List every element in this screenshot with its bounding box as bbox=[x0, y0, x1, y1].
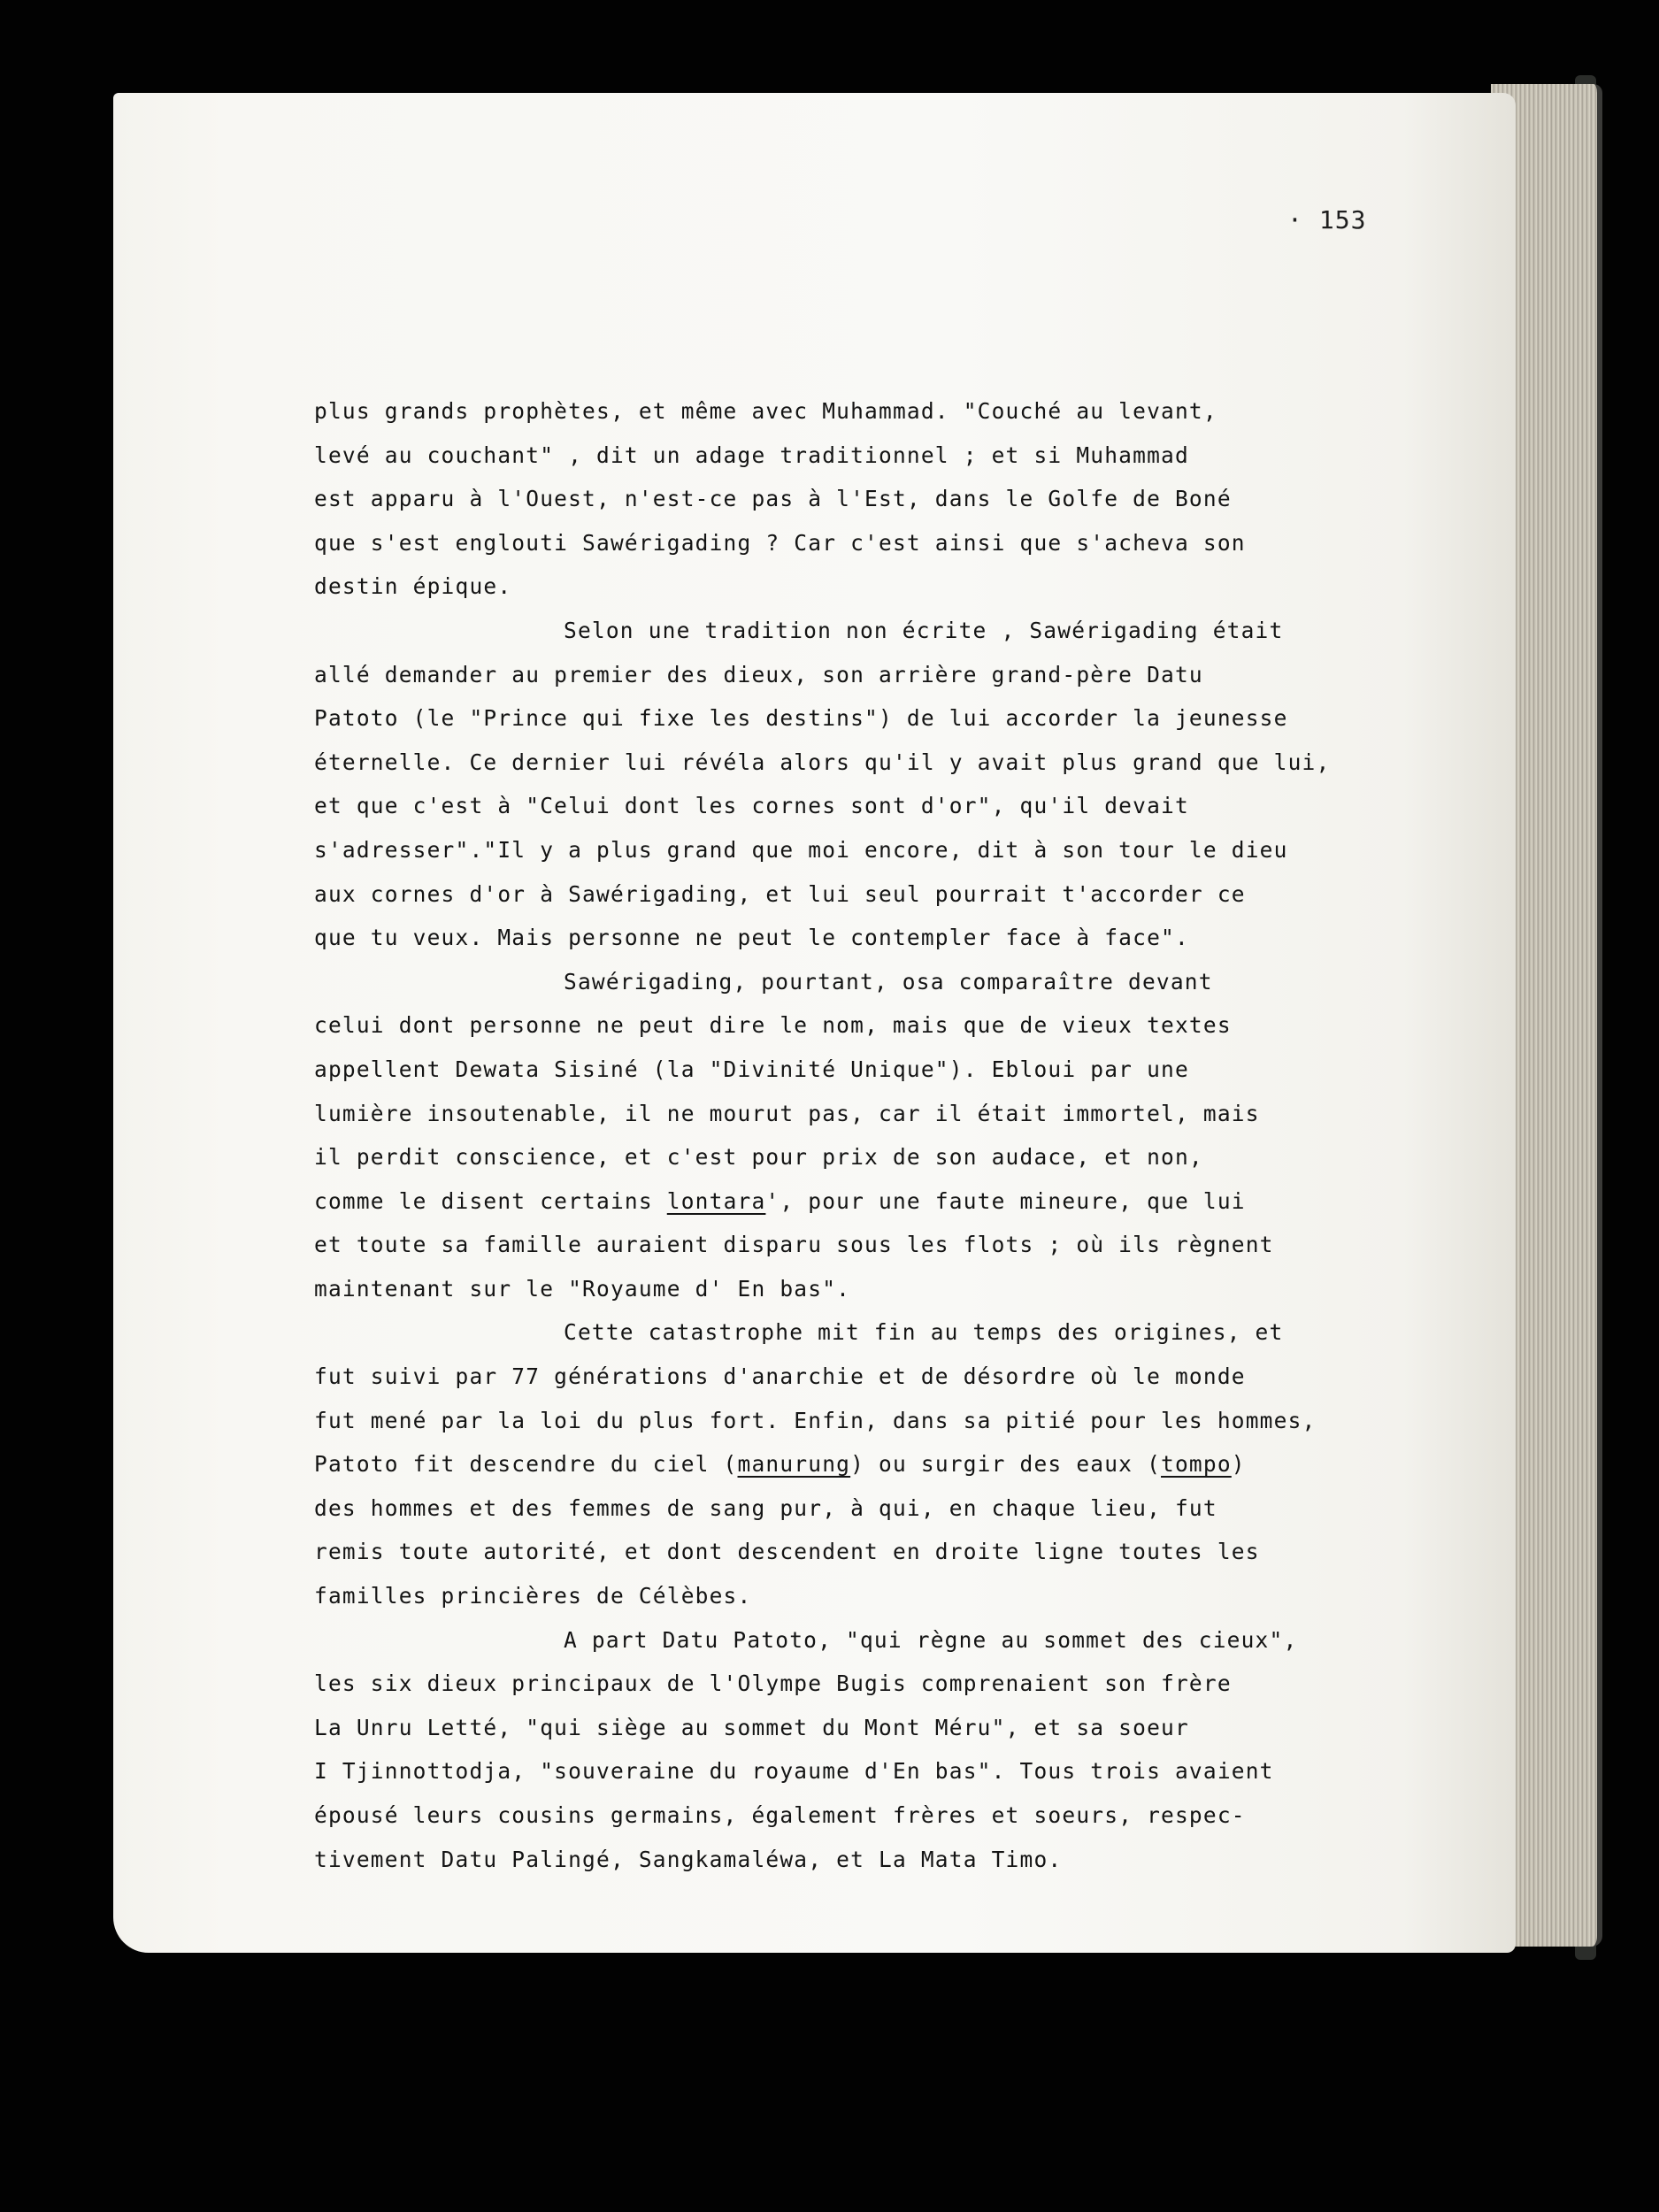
text-line bbox=[314, 1092, 1287, 1136]
text-segment: fut suivi par 77 générations d'anarchie et de désordre où le monde bbox=[314, 1363, 1246, 1390]
text-line bbox=[314, 1662, 1287, 1706]
text-line bbox=[314, 1442, 1287, 1486]
text-segment: appellent Dewata Sisiné (la "Divinité Unique"). Ebloui par une bbox=[314, 1056, 1189, 1082]
text-segment: celui dont personne ne peut dire le nom, mais que de vieux textes bbox=[314, 1012, 1232, 1039]
text-segment: fut mené par la loi du plus fort. Enfin, dans sa pitié pour les hommes, bbox=[314, 1407, 1317, 1433]
text-line bbox=[314, 1135, 1287, 1179]
text-segment: et toute sa famille auraient disparu sous les flots ; où ils règnent bbox=[314, 1232, 1274, 1258]
text-segment: que tu veux. Mais personne ne peut le contempler face à face". bbox=[314, 925, 1189, 951]
text-line bbox=[314, 653, 1287, 697]
underlined-term: manurung bbox=[737, 1451, 851, 1478]
text-line bbox=[314, 741, 1331, 785]
text-line bbox=[314, 828, 1287, 872]
text-segment: A part Datu Patoto, "qui règne au sommet des cieux", bbox=[564, 1626, 1298, 1653]
text-line bbox=[314, 1048, 1287, 1092]
text-segment: et que c'est à "Celui dont les cornes sont d'or", qu'il devait bbox=[314, 793, 1189, 819]
text-line bbox=[314, 1530, 1287, 1574]
text-line bbox=[314, 1310, 1287, 1355]
page-number: · 153 bbox=[1287, 205, 1367, 234]
text-line bbox=[314, 1706, 1287, 1750]
text-line bbox=[314, 784, 1287, 828]
text-segment: Selon une tradition non écrite , Sawérigading était bbox=[564, 617, 1284, 643]
text-line bbox=[314, 434, 1287, 478]
page-number-value: 153 bbox=[1318, 205, 1367, 234]
text-segment: que s'est englouti Sawérigading ? Car c'est ainsi que s'acheva son bbox=[314, 529, 1246, 556]
text-line bbox=[314, 1399, 1317, 1443]
text-line bbox=[314, 1749, 1287, 1793]
text-segment: aux cornes d'or à Sawérigading, et lui seul pourrait t'accorder ce bbox=[314, 880, 1246, 907]
text-segment: éternelle. Ce dernier lui révéla alors qu'il y avait plus grand que lui, bbox=[314, 749, 1331, 775]
text-line bbox=[314, 1793, 1287, 1838]
text-segment: il perdit conscience, et c'est pour prix de son audace, et non, bbox=[314, 1144, 1203, 1171]
text-segment: I Tjinnottodja, "souveraine du royaume d'En bas". Tous trois avaient bbox=[314, 1758, 1274, 1785]
text-line bbox=[314, 696, 1287, 741]
text-line bbox=[314, 1179, 1287, 1224]
text-segment: familles princières de Célèbes. bbox=[314, 1583, 752, 1609]
text-segment: plus grands prophètes, et même avec Muhammad. "Couché au levant, bbox=[314, 398, 1217, 424]
text-segment: maintenant sur le "Royaume d' En bas". bbox=[314, 1275, 851, 1302]
text-line bbox=[314, 1574, 1287, 1618]
text-line bbox=[314, 1486, 1287, 1531]
text-segment: remis toute autorité, et dont descendent en droite ligne toutes les bbox=[314, 1539, 1260, 1565]
text-segment: s'adresser"."Il y a plus grand que moi encore, dit à son tour le dieu bbox=[314, 836, 1288, 863]
text-line bbox=[314, 916, 1287, 960]
text-segment: La Unru Letté, "qui siège au sommet du Mont Méru", et sa soeur bbox=[314, 1714, 1189, 1740]
text-line bbox=[314, 1838, 1287, 1882]
text-line bbox=[314, 1618, 1298, 1663]
text-segment: ) bbox=[1231, 1451, 1246, 1478]
text-segment: levé au couchant" , dit un adage traditionnel ; et si Muhammad bbox=[314, 442, 1189, 468]
text-line bbox=[314, 1267, 1287, 1311]
text-line bbox=[314, 521, 1287, 565]
text-segment: allé demander au premier des dieux, son arrière grand-père Datu bbox=[314, 661, 1203, 687]
text-line bbox=[314, 389, 1287, 434]
text-segment: destin épique. bbox=[314, 573, 512, 600]
text-segment: épousé leurs cousins germains, également frères et soeurs, respec- bbox=[314, 1802, 1246, 1828]
text-line bbox=[314, 872, 1287, 917]
text-line bbox=[314, 960, 1287, 1004]
text-segment: Patoto fit descendre du ciel ( bbox=[314, 1451, 738, 1478]
text-line bbox=[314, 609, 1287, 653]
underlined-term: tompo bbox=[1161, 1451, 1232, 1478]
text-segment: des hommes et des femmes de sang pur, à qui, en chaque lieu, fut bbox=[314, 1494, 1217, 1521]
text-segment: lumière insoutenable, il ne mourut pas, car il était immortel, mais bbox=[314, 1100, 1260, 1126]
text-segment: est apparu à l'Ouest, n'est-ce pas à l'Est, dans le Golfe de Boné bbox=[314, 486, 1232, 512]
text-line bbox=[314, 477, 1287, 521]
body-text bbox=[314, 389, 1331, 1881]
text-segment: tivement Datu Palingé, Sangkamaléwa, et La Mata Timo. bbox=[314, 1846, 1063, 1872]
text-segment: Cette catastrophe mit fin au temps des origines, et bbox=[564, 1319, 1284, 1346]
text-line bbox=[314, 1003, 1287, 1048]
text-segment: ) ou surgir des eaux ( bbox=[850, 1451, 1162, 1478]
text-segment: Patoto (le "Prince qui fixe les destins") de lui accorder la jeunesse bbox=[314, 705, 1288, 732]
text-segment: comme le disent certains bbox=[314, 1187, 667, 1214]
underlined-term: lontara bbox=[666, 1187, 766, 1214]
text-segment: les six dieux principaux de l'Olympe Bugis comprenaient son frère bbox=[314, 1671, 1232, 1697]
text-line bbox=[314, 565, 1287, 609]
text-line bbox=[314, 1355, 1287, 1399]
text-segment: ', pour une faute mineure, que lui bbox=[765, 1187, 1246, 1214]
text-segment: Sawérigading, pourtant, osa comparaître devant bbox=[564, 968, 1213, 995]
text-line bbox=[314, 1223, 1287, 1267]
